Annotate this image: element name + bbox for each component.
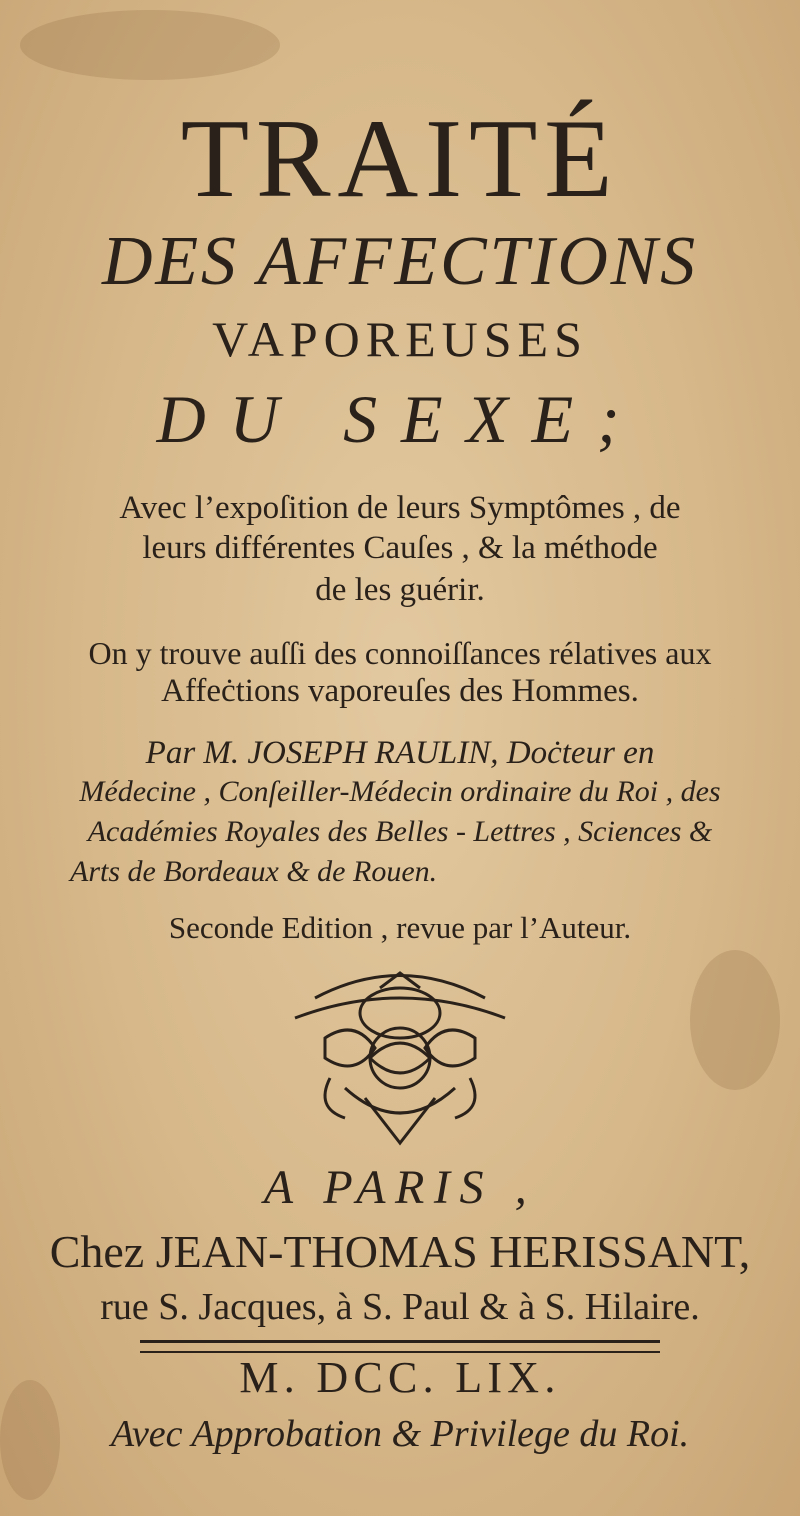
subtitle-du-sexe: DU SEXE; [156,381,644,457]
description-line: leurs différentes Cauſes , & la méthode [142,530,658,566]
description-line: de les guérir. [315,572,485,608]
author-line: Arts de Bordeaux & de Rouen. [70,855,438,888]
author-line: Par M. JOSEPH RAULIN, Doċteur en [145,735,655,771]
imprint-publisher: Chez JEAN-THOMAS HERISSANT, [49,1226,751,1277]
approbation-line: Avec Approbation & Privilege du Roi. [110,1413,690,1455]
imprint-place: A PARIS , [263,1161,537,1214]
author-line: Médecine , Conſeiller-Médecin ordinaire du Roi , des [79,775,721,808]
subtitle-affections: DES AFFECTIONS [102,223,698,300]
edition-note: Seconde Edition , revue par l’Auteur. [168,910,632,945]
foxing-stain [20,10,280,80]
description-line: Affeċtions vaporeuſes des Hommes. [161,673,639,709]
description-line: On y trouve auſſi des connoiſſances rélatives aux [88,635,712,671]
description-line: Avec l’expoſition de leurs Symptômes , de [119,490,681,526]
author-line: Académies Royales des Belles - Lettres , Sciences & [87,815,713,848]
book-title: TRAITÉ [180,97,620,221]
subtitle-vaporeuses: VAPOREUSES [212,311,588,367]
printers-ornament-icon [255,958,545,1158]
imprint-address: rue S. Jacques, à S. Paul & à S. Hilaire. [100,1286,700,1328]
imprint-year: M. DCC. LIX. [239,1353,561,1402]
foxing-stain [690,950,780,1090]
